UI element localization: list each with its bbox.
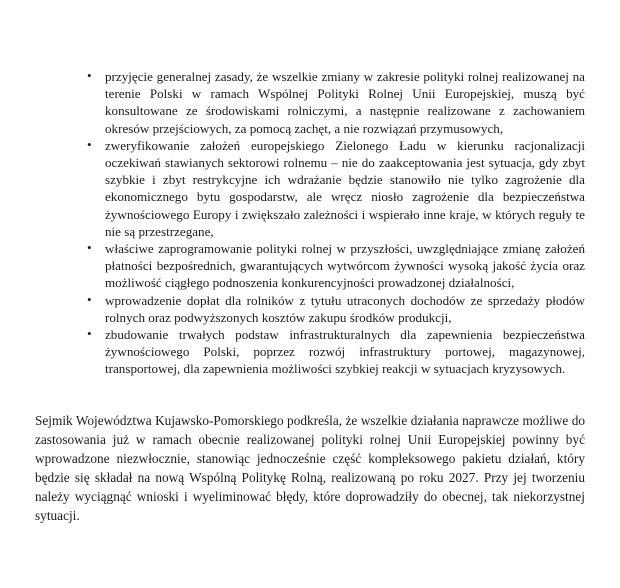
bullet-text: wprowadzenie dopłat dla rolników z tytułu utraconych dochodów ze sprzedaży płodów rolnych oraz podwyższonych kosztów zakupu środków produkcji,	[105, 292, 585, 325]
bullet-icon: •	[87, 68, 92, 83]
bullet-item	[87, 291, 585, 326]
bullet-text: przyjęcie generalnej zasady, że wszelkie zmiany w zakresie polityki rolnej realizowanej na terenie Polski w ramach Wspólnej Polityki Rolnej Unii Europejskiej, muszą być konsultowane ze środowiskami rolniczymi, a następnie realizowane z zachowaniem okresów przejściowych, za pomocą zachęt, a nie rozwiązań przymusowych,	[105, 69, 585, 136]
bullet-text: właściwe zaprogramowanie polityki rolnej w przyszłości, uwzględniające zmianę założeń płatności bezpośrednich, gwarantujących wytwórcom żywności wysoką jakość życia oraz możliwość ciągłego podnoszenia konkurencyjności prowadzonej działalności,	[105, 241, 585, 291]
bullet-icon: •	[87, 240, 92, 256]
bullet-item	[87, 136, 585, 240]
bullet-item	[87, 240, 585, 292]
bullet-item	[87, 326, 585, 378]
bullet-list	[87, 68, 585, 378]
bullet-text: zbudowanie trwałych podstaw infrastrukturalnych dla zapewnienia bezpieczeństwa żywnościowego Polski, poprzez rozwój infrastruktury portowej, magazynowej, transportowej, dla zapewnienia możliwości szybkiej reakcji w sytuacjach kryzysowych.	[105, 327, 585, 377]
bullet-icon: •	[87, 326, 92, 342]
bullet-icon: •	[87, 291, 92, 307]
bullet-icon: •	[87, 136, 92, 152]
bullet-item	[87, 68, 585, 137]
bullet-text: zweryfikowanie założeń europejskiego Zielonego Ładu w kierunku racjonalizacji oczekiwań stawianych sektorowi rolnemu – nie do zaakceptowania jest sytuacja, gdy zbyt szybkie i zbyt restrykcyjne ich wdrażanie będzie stanowiło nie tylko zagrożenie dla ekonomicznego bytu gospodarstw, ale wręcz niosło zagrożenie dla bezpieczeństwa żywnościowego Europy i zwiększało zależności i wspierało inne kraje, w których reguły te nie są przestrzegane,	[105, 137, 585, 239]
closing-paragraph: Sejmik Województwa Kujawsko-Pomorskiego podkreśla, że wszelkie działania naprawcze możliwe do zastosowania już w ramach obecnie realizowanej polityki rolnej Unii Europejskiej powinny być wprowadzone niezwłocznie, stanowiąc jednocześnie część kompleksowego pakietu działań, który będzie się składał na nową Wspólną Politykę Rolną, realizowaną po roku 2027. Przy jej tworzeniu należy wyciągnąć wnioski i wyeliminować błędy, które doprowadziły do obecnej, tak niekorzystnej sytuacji.	[35, 413, 585, 523]
